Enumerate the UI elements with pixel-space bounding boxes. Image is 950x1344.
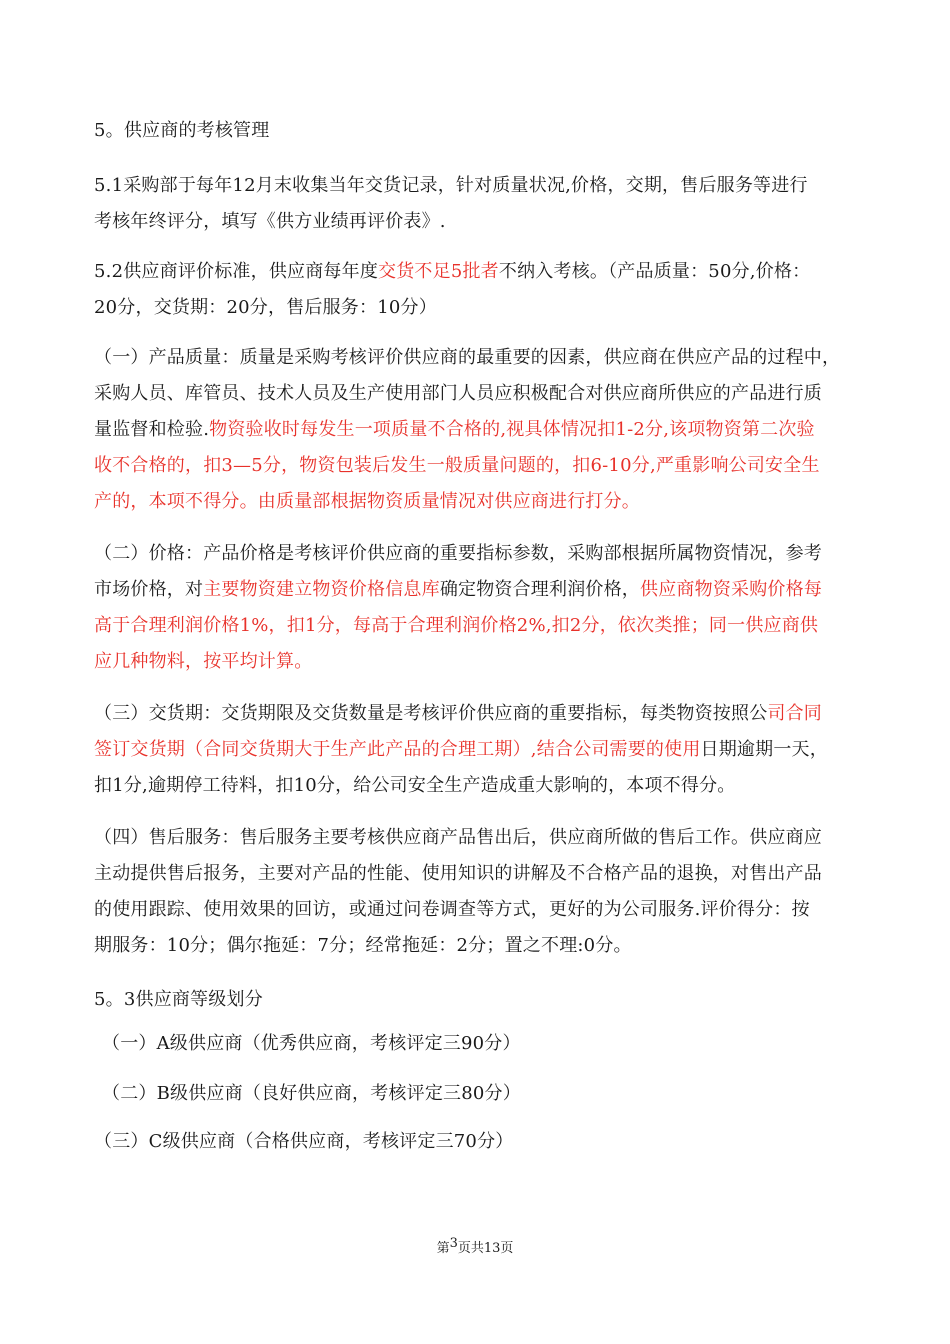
footer-suffix: 页 — [500, 1241, 514, 1256]
quality-highlight-1: 物资验收时每发生一项质量不合格的,视具体情况扣1-2分,该项物资第二次验 — [209, 419, 815, 440]
delivery-text-a: （三）交货期：交货期限及交货数量是考核评价供应商的重要指标，每类物资按照公 — [94, 703, 768, 724]
delivery-highlight-2: 签订交货期（合同交货期大于生产此产品的合理工期）,结合公司需要的使用 — [94, 739, 701, 760]
after-sales-line-1: （四）售后服务：售后服务主要考核供应商产品售出后，供应商所做的售后工作。供应商应 — [94, 827, 822, 848]
grade-c-line: （三）C级供应商（合格供应商，考核评定三70分） — [94, 1131, 514, 1152]
delivery-highlight-1: 司合同 — [767, 703, 823, 724]
footer-prefix: 第 — [436, 1241, 450, 1256]
section-5-2-highlight: 交货不足5批者 — [378, 261, 499, 282]
section-5-2-text-b: 不纳入考核。（产品质量：50分,价格： — [498, 261, 811, 282]
section-5-1-line-1: 5.1采购部于每年12月末收集当年交货记录，针对质量状况,价格，交期，售后服务等进行 — [94, 175, 808, 196]
price-line-3: 高于合理利润价格1%，扣1分，每高于合理利润价格2%,扣2分，依次类推；同一供应商供 — [94, 615, 819, 636]
grade-b-line: （二）B级供应商（良好供应商，考核评定三80分） — [102, 1083, 521, 1104]
after-sales-line-3: 的使用跟踪、使用效果的回访，或通过问卷调查等方式，更好的为公司服务.评价得分：按 — [94, 899, 810, 920]
footer-total-pages: 13 — [483, 1241, 501, 1256]
price-line-4: 应几种物料，按平均计算。 — [94, 651, 313, 672]
section-5-title: 5。供应商的考核管理 — [94, 120, 270, 141]
delivery-line-1 — [94, 696, 822, 732]
quality-line-1: （一）产品质量：质量是采购考核评价供应商的最重要的因素，供应商在供应产品的过程中， — [94, 347, 841, 368]
grade-a-line: （一）A级供应商（优秀供应商，考核评定三90分） — [102, 1033, 521, 1054]
price-line-2 — [94, 572, 822, 608]
after-sales-line-2: 主动提供售后报务，主要对产品的性能、使用知识的讲解及不合格产品的退换，对售出产品 — [94, 863, 822, 884]
quality-line-5: 产的，本项不得分。由质量部根据物资质量情况对供应商进行打分。 — [94, 491, 640, 512]
section-5-1-line-2: 考核年终评分，填写《供方业绩再评价表》. — [94, 211, 446, 232]
footer-current-page: 3 — [449, 1236, 458, 1251]
quality-line-3 — [94, 412, 815, 448]
quality-text-a: 量监督和检验. — [94, 419, 210, 440]
delivery-text-b: 日期逾期一天， — [700, 739, 828, 760]
after-sales-line-4: 期服务：10分；偶尔拖延：7分；经常拖延：2分；置之不理:0分。 — [94, 935, 632, 956]
section-5-3-title: 5。3供应商等级划分 — [94, 989, 263, 1010]
section-5-2-line-2: 20分，交货期：20分，售后服务：10分） — [94, 297, 437, 318]
price-highlight-2: 供应商物资采购价格每 — [640, 579, 823, 600]
page-footer — [0, 1236, 950, 1256]
section-5-2-line-1 — [94, 254, 810, 290]
quality-line-2: 采购人员、库管员、技术人员及生产使用部门人员应积极配合对供应商所供应的产品进行质 — [94, 383, 822, 404]
quality-line-4: 收不合格的，扣3—5分，物资包装后发生一般质量问题的，扣6-10分,严重影响公司安全生 — [94, 455, 820, 476]
section-5-2-text-a: 5.2供应商评价标准，供应商每年度 — [94, 261, 379, 282]
price-text-b: 确定物资合理利润价格， — [439, 579, 641, 600]
price-text-a: 市场价格，对 — [94, 579, 204, 600]
footer-middle: 页共 — [457, 1241, 484, 1256]
delivery-line-3: 扣1分,逾期停工待料，扣10分，给公司安全生产造成重大影响的，本项不得分。 — [94, 775, 736, 796]
price-highlight-1: 主要物资建立物资价格信息库 — [203, 579, 440, 600]
price-line-1: （二）价格：产品价格是考核评价供应商的重要指标参数，采购部根据所属物资情况，参考 — [94, 543, 822, 564]
delivery-line-2 — [94, 732, 828, 768]
